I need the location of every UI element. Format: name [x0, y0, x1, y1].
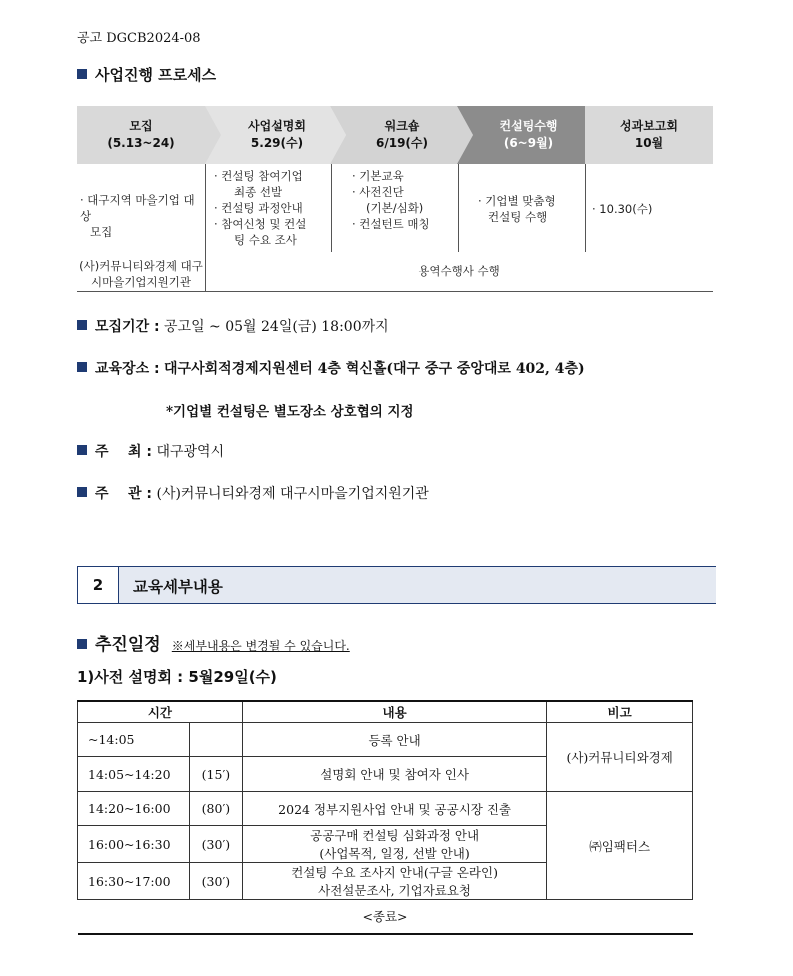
notice-number: 공고 DGCB2024-08 [77, 31, 201, 46]
host-line: 주 최 : 대구광역시 [77, 441, 224, 461]
header-content: 내용 [242, 701, 546, 723]
schedule-heading: 추진일정 ※세부내용은 변경될 수 있습니다. [77, 630, 350, 655]
duration-cell: (30′) [189, 826, 242, 863]
detail-briefing: · 컨설팅 참여기업 최종 선발 · 컨설팅 과정안내 · 참여신청 및 컨설 팅 수요 조사 [214, 169, 307, 247]
venue-note: *기업별 컨설팅은 별도장소 상호협의 지정 [166, 404, 414, 420]
time-cell: 16:00~16:30 [78, 826, 190, 863]
content-cell: 2024 정부지원사업 안내 및 공공시장 진출 [242, 792, 546, 826]
stage-briefing: 사업설명회 5.29(수) [248, 119, 306, 150]
duration-cell: (30′) [189, 863, 242, 900]
detail-recruit: · 대구지역 마을기업 대상 모집 [80, 193, 195, 239]
content-cell: 등록 안내 [242, 723, 546, 757]
table-row [78, 900, 693, 934]
divider [458, 164, 459, 252]
time-cell: 16:30~17:00 [78, 863, 190, 900]
detail-consulting: · 기업별 맞춤형 컨설팅 수행 [478, 194, 556, 224]
note-cell: (사)커뮤니티와경제 [547, 723, 693, 792]
square-bullet-icon [77, 362, 87, 372]
schedule-table [77, 700, 693, 935]
process-title: 사업진행 프로세스 [77, 64, 216, 85]
divider [77, 291, 713, 292]
time-cell: 14:20~16:00 [78, 792, 190, 826]
stage-consulting: 컨설팅수행 (6~9월) [499, 119, 558, 150]
section-title-box [119, 566, 716, 604]
section-header [77, 566, 716, 604]
table-row [78, 723, 693, 757]
header-time: 시간 [78, 701, 243, 723]
organizer-line: 주 관 : (사)커뮤니티와경제 대구시마을기업지원기관 [77, 483, 429, 503]
duration-cell: (15′) [189, 757, 242, 792]
square-bullet-icon [77, 445, 87, 455]
divider [331, 164, 332, 252]
duration-cell [189, 723, 242, 757]
process-flow [77, 106, 713, 164]
square-bullet-icon [77, 487, 87, 497]
duration-cell: (80′) [189, 792, 242, 826]
venue-line: 교육장소 : 대구사회적경제지원센터 4층 혁신홀(대구 중구 중앙대로 402, 4층) [77, 358, 585, 378]
schedule-subtitle: 1)사전 설명회 : 5월29일(수) [77, 668, 277, 686]
square-bullet-icon [77, 69, 87, 79]
square-bullet-icon [77, 320, 87, 330]
time-cell: ~14:05 [78, 723, 190, 757]
header-note: 비고 [547, 701, 693, 723]
org-left: (사)커뮤니티와경제 대구 시마을기업지원기관 [79, 259, 203, 289]
content-cell: 컨설팅 수요 조사지 안내(구글 온라인) 사전설문조사, 기업자료요청 [242, 863, 546, 900]
time-cell: 14:05~14:20 [78, 757, 190, 792]
end-cell: <종료> [78, 900, 693, 934]
org-right: 용역수행사 수행 [418, 264, 500, 278]
square-bullet-icon [77, 639, 87, 649]
content-cell: 설명회 안내 및 참여자 인사 [242, 757, 546, 792]
stage-recruit: 모집 (5.13~24) [107, 119, 175, 150]
section-number: 2 [77, 566, 119, 604]
note-cell: ㈜임팩터스 [547, 792, 693, 900]
detail-report: · 10.30(수) [592, 202, 653, 216]
stage-report: 성과보고회 10월 [620, 119, 678, 150]
divider [585, 164, 586, 252]
detail-workshop: · 기본교육 · 사전진단 (기본/심화) · 컨설턴트 매칭 [352, 169, 430, 231]
section-title: 교육세부내용 [133, 578, 223, 596]
content-cell: 공공구매 컨설팅 심화과정 안내 (사업목적, 일정, 선발 안내) [242, 826, 546, 863]
table-row [78, 792, 693, 826]
stage-workshop: 워크숍 6/19(수) [376, 119, 428, 150]
period-line: 모집기간 : 공고일 ~ 05월 24일(금) 18:00까지 [77, 316, 389, 336]
